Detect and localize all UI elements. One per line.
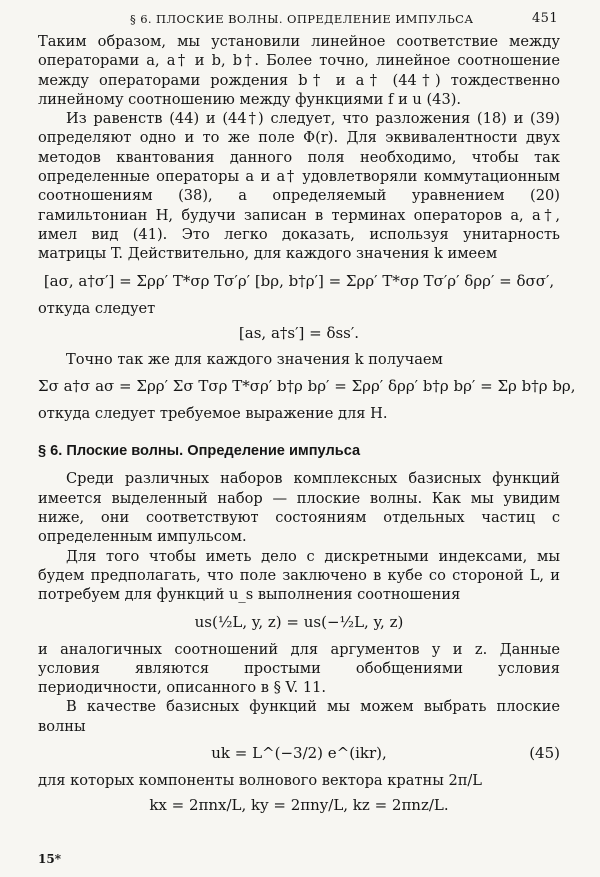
header-title: § 6. ПЛОСКИЕ ВОЛНЫ. ОПРЕДЕЛЕНИЕ ИМПУЛЬСА [130,12,474,26]
paragraph: откуда следует [38,299,156,317]
running-header [38,8,560,32]
paragraph: и аналогичных соотношений для аргументов y и z. Данные условия являются простыми обобщениями условия периодичности, описанного в § V. 11. [38,640,560,697]
page-number: 451 [531,11,558,26]
page [38,8,576,822]
paragraph: Точно так же для каждого значения k получаем [66,350,443,368]
paragraph: В качестве базисных функций мы можем выбрать плоские волны [38,698,560,735]
paragraph: для которых компоненты волнового вектора кратны 2π/L [38,772,482,790]
paragraph: откуда следует требуемое выражение для H. [38,405,388,423]
section-heading: § 6. Плоские волны. Определение импульса [38,443,361,460]
paragraph: Для того чтобы иметь дело с дискретными индексами, мы будем предполагать, что поле заключено в кубе со стороной L, и потребуем для функций u_s выполнения соотношения [38,547,560,604]
equation-wave-vector: kx = 2πnx/L, ky = 2πny/L, kz = 2πnz/L. [149,796,449,815]
equation-plane-wave [38,744,560,762]
equation-commutator-result: [as, a†s′] = δss′. [238,323,360,342]
signature-mark: 15* [38,852,61,866]
equation-plane-wave-body: uk = L^(−3/2) e^(ikr), [211,744,387,763]
equation-number-operator: Σσ a†σ aσ = Σρρ′ Σσ Tσρ T*σρ′ b†ρ bρ′ = Σρρ′ δρρ′ b†ρ bρ′ = Σρ b†ρ bρ, [38,377,576,396]
paragraph: Из равенств (44) и (44†) следует, что разложения (18) и (39) определяют одно и то же поле Φ(r). Для эквивалентности двух методов квантования данного поля необходимо, чтобы так определенные операторы a и a† удовлетворяли коммутационным соотношениям (38), а определяемый уравнением (20) гамильтониан H, будучи записан в терминах операторов a, a†, имел вид (41). Это легко доказать, используя унитарность матрицы T. Действительно, для каждого значения k имеем [38,110,560,263]
equation-number: (45) [529,744,560,763]
equation-periodicity: us(½L, y, z) = us(−½L, y, z) [194,612,404,631]
equation-commutator-a: [aσ, a†σ′] = Σρρ′ T*σρ Tσ′ρ′ [bρ, b†ρ′] = Σρρ′ T*σρ Tσ′ρ′ δρρ′ = δσσ′, [43,271,555,290]
paragraph: Таким образом, мы установили линейное соответствие между операторами a, a† и b, b†. Более точно, линейное соотношение между операторами рождения b† и a† (44†) тождественно линейному соотношению между функциями f и u (43). [38,33,560,108]
paragraph: Среди различных наборов комплексных базисных функций имеется выделенный набор — плоские волны. Как мы увидим ниже, они соответствуют состояниям отдельных частиц с определенным импульсом. [38,470,560,546]
